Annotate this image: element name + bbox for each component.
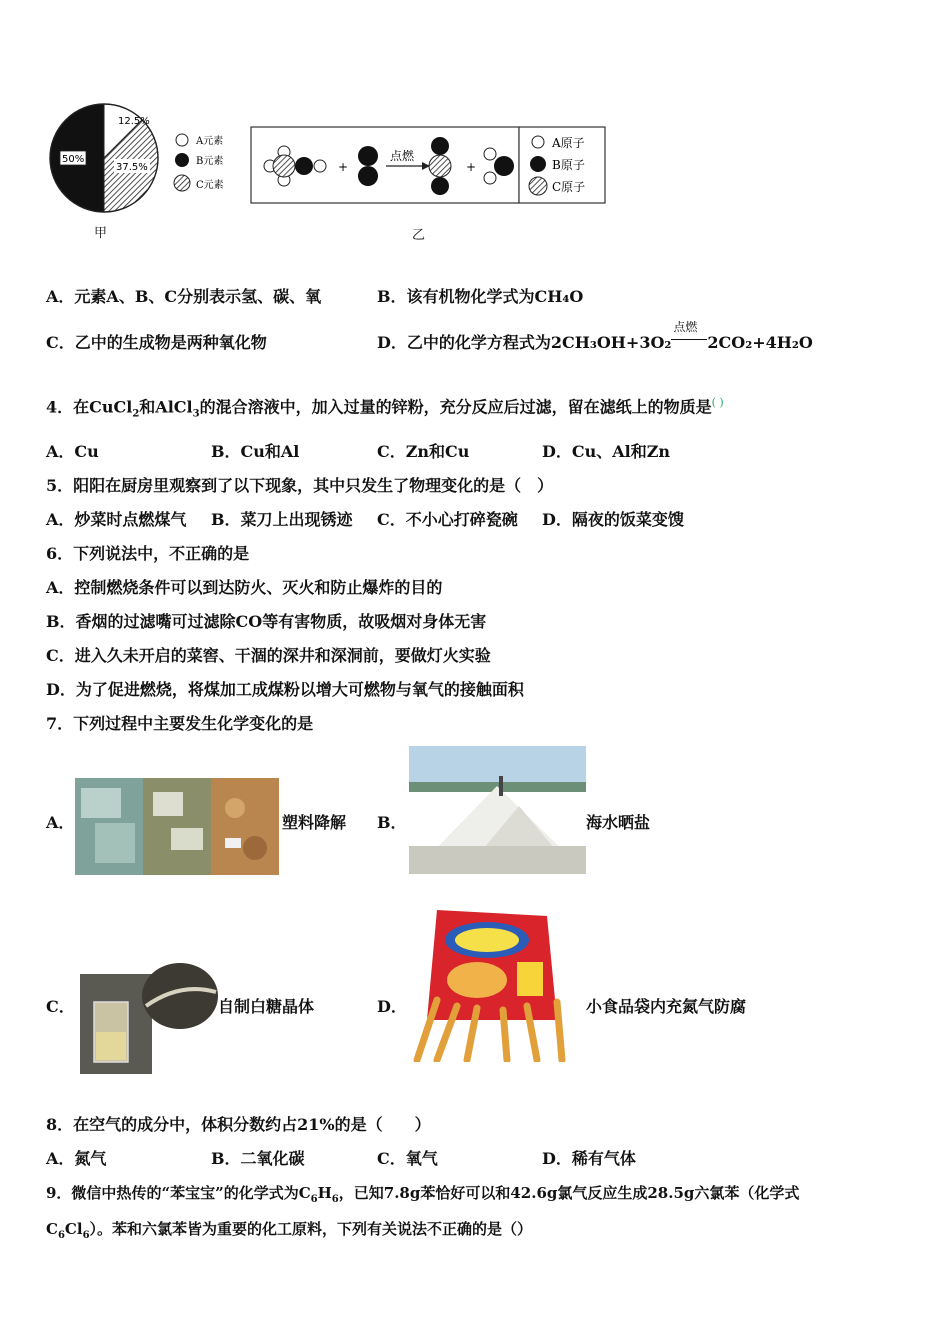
q9-stem-line1: 9．微信中热传的“苯宝宝”的化学式为$C_6H_6$，已知7.8g苯恰好可以和42.6g氯气反应生成28.5g六氯苯（化学式 — [46, 1184, 800, 1205]
q3-option-d — [377, 320, 813, 353]
q4-option-d: D．Cu、Al和Zn — [542, 442, 671, 461]
q7-option-c-image — [80, 962, 218, 1074]
q8-option-b: B．二氧化碳 — [211, 1149, 305, 1168]
reaction-diagram — [250, 124, 610, 208]
q7-option-a-image — [75, 778, 279, 875]
q4-option-a: A．Cu — [46, 442, 99, 461]
q6-option-b: B．香烟的过滤嘴可过滤除CO等有害物质，故吸烟对身体无害 — [46, 612, 487, 631]
q3-d-arrow — [671, 320, 707, 353]
q8-option-a: A．氮气 — [46, 1149, 107, 1168]
q6-option-a: A．控制燃烧条件可以到达防火、灭火和防止爆炸的目的 — [46, 578, 443, 597]
q8-option-d: D．稀有气体 — [542, 1149, 636, 1168]
q4-stem: 4．在CuCl$_2$和AlCl$_3$的混合溶液中，加入过量的锌粉，充分反应后过滤，留在滤纸上的物质是( ) — [46, 396, 724, 420]
legend-a-label: A元素 — [196, 136, 224, 147]
legend-b-label: B元素 — [196, 156, 224, 167]
legend-c-atom-label: C原子 — [552, 180, 586, 194]
q8-stem: 8．在空气的成分中，体积分数约占21%的是（ ） — [46, 1115, 431, 1134]
q6-option-c: C．进入久未开启的菜窖、干涸的深井和深洞前，要做灯火实验 — [46, 646, 491, 665]
q7-option-d-caption: 小食品袋内充氮气防腐 — [586, 997, 747, 1016]
q3-option-c: C．乙中的生成物是两种氧化物 — [46, 333, 267, 352]
q4-bracket: ( ) — [711, 396, 724, 409]
reaction-condition: 点燃 — [390, 149, 415, 163]
q7-option-a-letter: A． — [46, 813, 75, 832]
q7-option-d-letter: D． — [377, 997, 407, 1016]
figure-jia-caption: 甲 — [94, 226, 108, 241]
q7-option-b-letter: B． — [377, 813, 407, 832]
q7-stem: 7．下列过程中主要发生化学变化的是 — [46, 714, 314, 733]
q8-option-c: C．氧气 — [377, 1149, 438, 1168]
svg-text:+: + — [338, 160, 349, 174]
q3-d-condition: 点燃 — [673, 320, 698, 334]
legend-b-atom — [530, 156, 546, 172]
q3-d-prefix: D．乙中的化学方程式为2CH₃OH+3O₂ — [377, 333, 672, 352]
q3-option-b: B．该有机物化学式为CH₄O — [377, 287, 584, 306]
q7-option-c-letter: C． — [46, 997, 75, 1016]
figure-jia — [44, 100, 244, 240]
q3-option-a: A．元素A、B、C分别表示氢、碳、氧 — [46, 287, 322, 306]
figure-yi — [250, 124, 610, 244]
q3-d-suffix: 2CO₂+4H₂O — [707, 333, 813, 352]
pie-chart — [44, 100, 244, 220]
legend-a-atom — [532, 136, 544, 148]
q7-option-c-caption: 自制白糖晶体 — [218, 997, 315, 1016]
q7-option-a-caption: 塑料降解 — [282, 813, 347, 832]
q7-option-b-image — [409, 746, 586, 874]
q9-stem-line2: $C_6Cl_6$）。苯和六氯苯皆为重要的化工原料，下列有关说法不正确的是（） — [46, 1220, 533, 1241]
q4-option-c: C．Zn和Cu — [377, 442, 470, 461]
co2-molecule — [429, 137, 451, 195]
q7-option-b-caption: 海水晒盐 — [586, 813, 651, 832]
q6-stem: 6．下列说法中，不正确的是 — [46, 544, 250, 563]
q5-option-d: D．隔夜的饭菜变馊 — [542, 510, 684, 529]
legend-c-marker — [174, 175, 190, 191]
q5-option-a: A．炒菜时点燃煤气 — [46, 510, 187, 529]
pie-label-b: 50% — [62, 154, 85, 165]
legend-c-label: C元素 — [196, 180, 224, 191]
q4-option-b: B．Cu和Al — [211, 442, 300, 461]
q5-stem: 5．阳阳在厨房里观察到了以下现象，其中只发生了物理变化的是（ ） — [46, 476, 554, 495]
legend-a-atom-label: A原子 — [552, 136, 585, 150]
legend-c-atom — [529, 177, 547, 195]
pie-label-a: 12.5% — [118, 116, 150, 127]
pie-label-c: 37.5% — [116, 162, 148, 173]
legend-b-atom-label: B原子 — [552, 158, 585, 172]
q5-option-b: B．菜刀上出现锈迹 — [211, 510, 353, 529]
legend-a-marker — [176, 134, 188, 146]
figure-yi-caption: 乙 — [412, 228, 426, 243]
q6-option-d: D．为了促进燃烧，将煤加工成煤粉以增大可燃物与氧气的接触面积 — [46, 680, 524, 699]
q5-option-c: C．不小心打碎瓷碗 — [377, 510, 518, 529]
legend-b-marker — [175, 153, 189, 167]
q7-option-d-image — [407, 910, 575, 1062]
svg-text:+: + — [466, 160, 477, 174]
